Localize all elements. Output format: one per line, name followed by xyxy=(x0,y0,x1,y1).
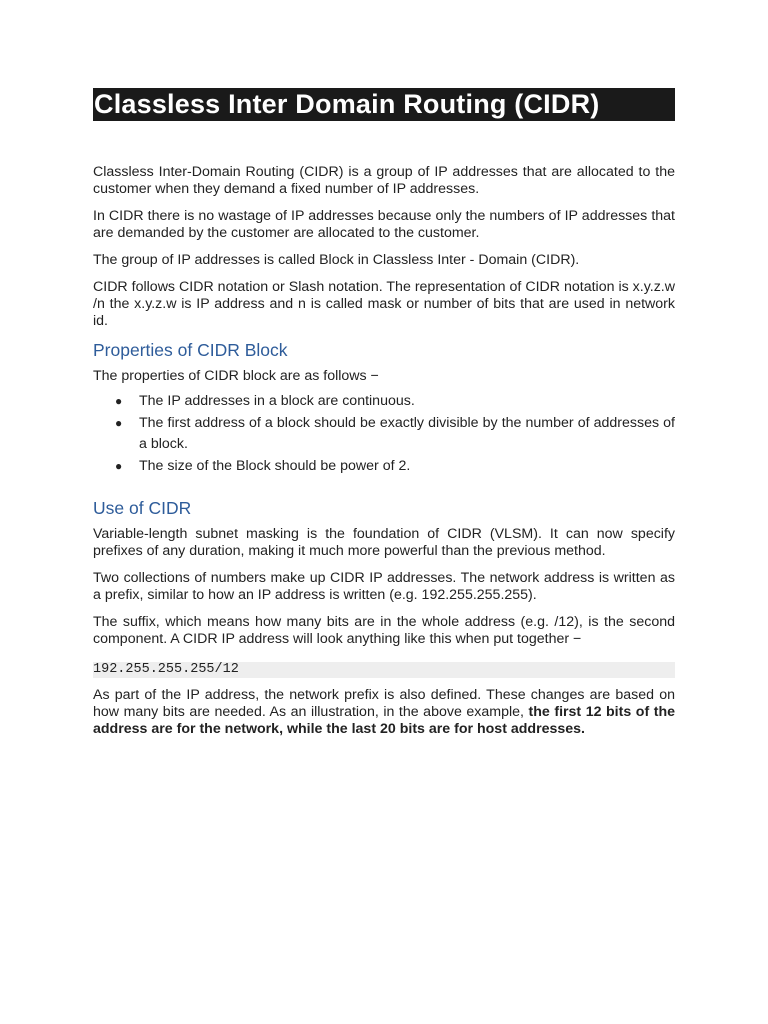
list-item xyxy=(115,456,675,477)
use-heading: Use of CIDR xyxy=(93,498,192,518)
list-item-text: The size of the Block should be power of 2. xyxy=(139,458,411,474)
use-paragraph-3: The suffix, which means how many bits are in the whole address (e.g. /12), is the second component. A CIDR IP address will look anything like this when put together − xyxy=(93,614,675,647)
properties-heading: Properties of CIDR Block xyxy=(93,340,288,360)
final-paragraph-bold: the first 12 bits of the address are for the network, while the last 20 bits are for host addresses. xyxy=(93,704,676,737)
use-paragraph-2: Two collections of numbers make up CIDR IP addresses. The network address is written as a prefix, similar to how an IP address is written (e.g. 192.255.255.255). xyxy=(93,570,675,603)
list-item xyxy=(115,413,675,455)
bullet-icon: ● xyxy=(115,394,123,408)
intro-paragraph-1: Classless Inter-Domain Routing (CIDR) is a group of IP addresses that are allocated to the customer when they demand a fixed number of IP addresses. xyxy=(93,164,675,197)
properties-intro: The properties of CIDR block are as follows − xyxy=(93,368,379,384)
intro-paragraph-4: CIDR follows CIDR notation or Slash notation. The representation of CIDR notation is x.y.z.w /n the x.y.z.w is IP address and n is called mask or number of bits that are used in network id. xyxy=(93,279,675,329)
bullet-icon: ● xyxy=(115,416,123,430)
final-paragraph-text: As part of the IP address, the network prefix is also defined. These changes are based on how many bits are needed. As an illustration, in the above example, xyxy=(93,687,675,720)
document-page xyxy=(93,88,675,738)
bullet-icon: ● xyxy=(115,459,123,473)
intro-paragraph-3: The group of IP addresses is called Block in Classless Inter - Domain (CIDR). xyxy=(93,252,580,268)
list-item-text: The IP addresses in a block are continuous. xyxy=(139,393,415,409)
page-title: Classless Inter Domain Routing (CIDR) xyxy=(93,88,675,121)
use-paragraph-1: Variable-length subnet masking is the foundation of CIDR (VLSM). It can now specify prefixes of any duration, making it much more powerful than the previous method. xyxy=(93,526,675,559)
intro-paragraph-2: In CIDR there is no wastage of IP addresses because only the numbers of IP addresses that are demanded by the customer are allocated to the customer. xyxy=(93,208,675,241)
list-item-text: The first address of a block should be exactly divisible by the number of addresses of a block. xyxy=(139,415,675,452)
code-block: 192.255.255.255/12 xyxy=(93,662,675,678)
properties-list xyxy=(93,391,675,477)
final-paragraph xyxy=(93,687,675,738)
list-item xyxy=(115,391,675,412)
